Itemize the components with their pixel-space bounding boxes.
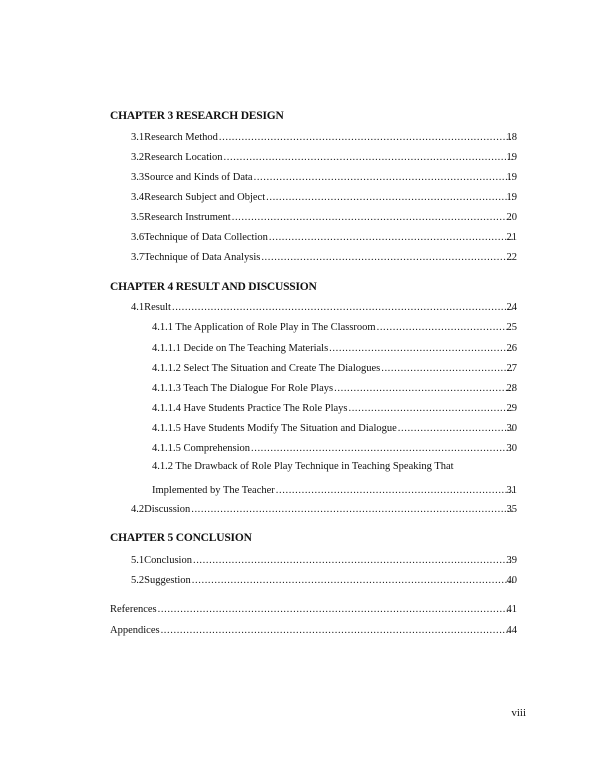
toc-subentry[interactable] [152,440,517,454]
toc-subentry[interactable] [152,340,517,354]
dot-leader [254,172,513,183]
entry-page: 21 [506,232,517,243]
entry-title: Discussion [144,504,191,515]
toc-entry[interactable] [131,129,517,143]
entry-title-line1: 4.1.2 The Drawback of Role Play Technique in Teaching Speaking That [152,461,454,472]
toc-subentry[interactable] [152,380,517,394]
dot-leader [377,322,513,333]
entry-page: 22 [506,252,517,263]
entry-title: Source and Kinds of Data [144,172,253,183]
toc-entry[interactable] [131,149,517,163]
toc-subentry[interactable] [152,400,517,414]
entry-number: 3.6 [131,232,145,243]
entry-title: 4.1.1.5 Comprehension [152,443,250,454]
toc-subentry-line1[interactable] [152,461,517,475]
entry-title: Suggestion [144,575,191,586]
entry-number: 5.1 [131,555,145,566]
entry-title: 4.1.1.5 Have Students Modify The Situation and Dialogue [152,423,397,434]
entry-page: 40 [506,575,517,586]
toc-entry[interactable] [131,299,517,313]
entry-page: 31 [506,485,517,496]
toc-entry[interactable] [131,249,517,263]
entry-page: 24 [506,302,517,313]
entry-title: 4.1.1.4 Have Students Practice The Role Plays [152,403,348,414]
dot-leader [334,383,513,394]
entry-title: Technique of Data Analysis [144,252,261,263]
toc-entry[interactable] [131,572,517,586]
dot-leader [224,152,513,163]
dot-leader [381,363,513,374]
toc-entry-references[interactable] [110,601,517,615]
entry-page: 30 [506,443,517,454]
chapter-4-heading: CHAPTER 4 RESULT AND DISCUSSION [110,281,317,293]
entry-title: 4.1.1 The Application of Role Play in The Classroom [152,322,376,333]
toc-entry-appendices[interactable] [110,622,517,636]
entry-page: 29 [506,403,517,414]
dot-leader [329,343,513,354]
dot-leader [276,485,513,496]
toc-entry[interactable] [131,229,517,243]
page-number: viii [511,707,526,719]
dot-leader [158,604,513,615]
entry-title: 4.1.1.1 Decide on The Teaching Materials [152,343,329,354]
entry-number: 3.1 [131,132,145,143]
entry-page: 20 [506,212,517,223]
entry-number: 3.7 [131,252,145,263]
toc-entry[interactable] [131,209,517,223]
toc-entry[interactable] [131,189,517,203]
toc-entry[interactable] [131,501,517,515]
entry-page: 30 [506,423,517,434]
entry-page: 27 [506,363,517,374]
entry-page: 28 [506,383,517,394]
chapter-3-heading: CHAPTER 3 RESEARCH DESIGN [110,110,284,122]
dot-leader [232,212,513,223]
entry-title: Research Subject and Object [144,192,266,203]
entry-title: 4.1.1.2 Select The Situation and Create The Dialogues [152,363,381,374]
entry-title: Conclusion [144,555,192,566]
entry-title: Research Method [144,132,218,143]
toc-subentry[interactable] [152,360,517,374]
entry-number: 4.1 [131,302,145,313]
entry-number: 3.3 [131,172,145,183]
entry-title: Technique of Data Collection [144,232,268,243]
dot-leader [251,443,513,454]
entry-title: Appendices [110,625,160,636]
toc-subentry[interactable] [152,482,517,496]
toc-entry[interactable] [131,552,517,566]
entry-title: References [110,604,157,615]
dot-leader [269,232,513,243]
entry-title: Result [144,302,171,313]
entry-page: 39 [506,555,517,566]
entry-page: 41 [506,604,517,615]
entry-title: 4.1.1.3 Teach The Dialogue For Role Plays [152,383,334,394]
dot-leader [172,302,513,313]
entry-page: 44 [506,625,517,636]
entry-page: 25 [506,322,517,333]
dot-leader [219,132,513,143]
dot-leader [161,625,513,636]
entry-page: 19 [506,172,517,183]
entry-page: 19 [506,152,517,163]
entry-number: 4.2 [131,504,145,515]
entry-title: Implemented by The Teacher [152,485,275,496]
entry-title: Research Location [144,152,223,163]
entry-page: 19 [506,192,517,203]
entry-title: Research Instrument [144,212,231,223]
toc-subentry[interactable] [152,319,517,333]
dot-leader [191,504,513,515]
entry-number: 3.2 [131,152,145,163]
entry-number: 3.5 [131,212,145,223]
dot-leader [266,192,513,203]
entry-page: 35 [506,504,517,515]
toc-entry[interactable] [131,169,517,183]
dot-leader [261,252,513,263]
dot-leader [348,403,513,414]
entry-number: 3.4 [131,192,145,203]
dot-leader [192,575,513,586]
entry-number: 5.2 [131,575,145,586]
entry-page: 26 [506,343,517,354]
toc-subentry[interactable] [152,420,517,434]
entry-page: 18 [506,132,517,143]
dot-leader [193,555,513,566]
chapter-5-heading: CHAPTER 5 CONCLUSION [110,532,252,544]
